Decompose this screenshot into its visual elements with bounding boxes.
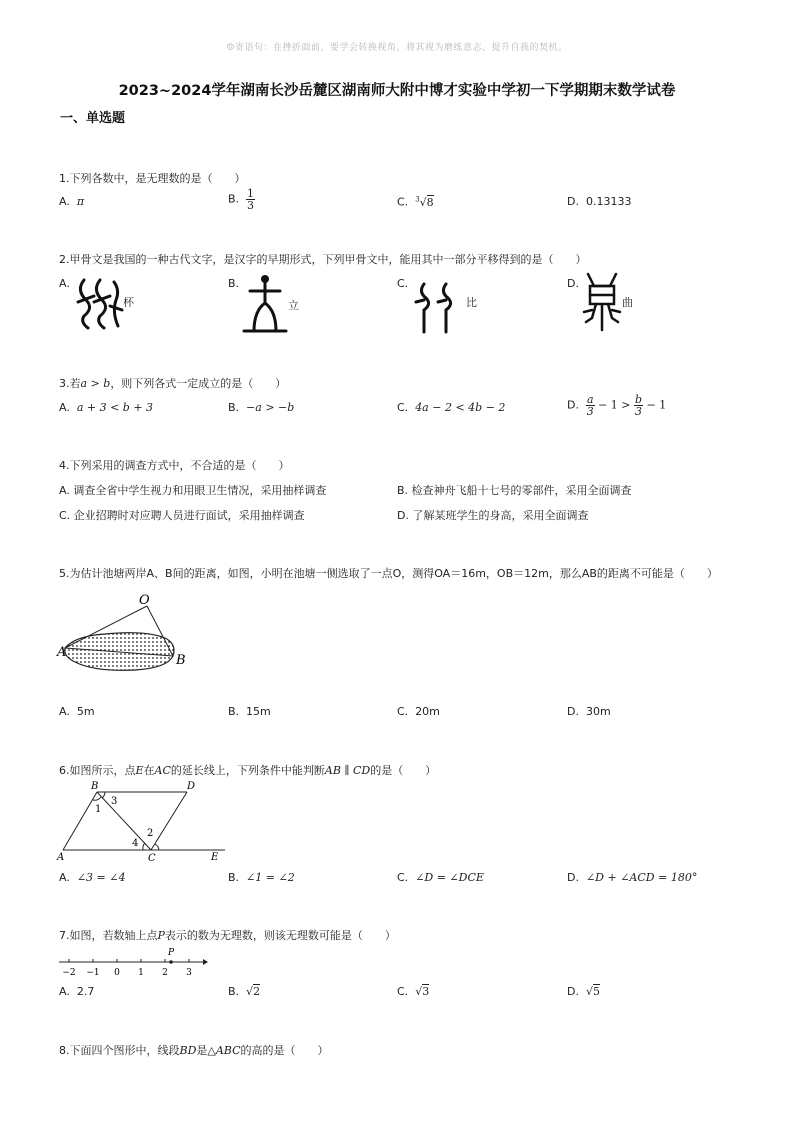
q1-option-d[interactable]: D. 0.13133: [567, 195, 632, 208]
tick-label: −1: [86, 968, 100, 978]
q5-option-d[interactable]: D. 30m: [567, 705, 611, 718]
tick-label: 0: [114, 968, 120, 978]
q6-option-b[interactable]: B. ∠1 = ∠2: [228, 871, 295, 884]
q2-option-a-label[interactable]: A.: [59, 277, 70, 290]
q6-option-a[interactable]: A. ∠3 = ∠4: [59, 871, 126, 884]
q3-option-d[interactable]: D. $\frac{a}{3}$ − 1 > $\frac{b}{3}$ − 1: [567, 393, 667, 418]
svg-text:C: C: [148, 853, 156, 864]
svg-text:1: 1: [95, 804, 102, 815]
svg-text:D: D: [187, 781, 196, 792]
q7-stem: 7.如图，若数轴上点P表示的数为无理数，则该无理数可能是（ ）: [59, 929, 396, 942]
q7-option-d[interactable]: D. √5: [567, 985, 600, 998]
q4-option-a[interactable]: A. 调查全省中学生视力和用眼卫生情况，采用抽样调查: [59, 484, 327, 497]
q1-option-c[interactable]: C. $^3$√8: [397, 195, 434, 209]
q5-option-a[interactable]: A. 5m: [59, 705, 95, 718]
label-b: B: [176, 653, 186, 668]
q1-option-b[interactable]: B. $\frac{1}{3}$: [228, 187, 255, 212]
q6-stem: 6.如图所示，点E在AC的延长线上，下列条件中能判断AB ∥ CD的是（ ）: [59, 764, 437, 777]
q2-char-b: 立: [288, 299, 299, 312]
q6-option-c[interactable]: C. ∠D = ∠DCE: [397, 871, 484, 884]
q3-stem: 3.若a > b，则下列各式一定成立的是（ ）: [59, 377, 287, 390]
q2-stem: 2.甲骨文是我国的一种古代文字，是汉字的早期形式，下列甲骨文中，能用其中一部分平移得到的是（ ）: [59, 253, 587, 266]
q1-option-a[interactable]: A. π: [59, 195, 85, 208]
svg-text:2: 2: [147, 828, 154, 839]
q2-option-d-label[interactable]: D.: [567, 277, 579, 290]
label-a: A: [57, 645, 67, 660]
q5-option-b[interactable]: B. 15m: [228, 705, 271, 718]
q3-option-b[interactable]: B. −a > −b: [228, 401, 295, 414]
svg-text:A: A: [57, 852, 65, 863]
fraction: $\frac{1}{3}$: [247, 187, 255, 212]
svg-text:3: 3: [111, 796, 118, 807]
oracle-bone-bi-image: [410, 282, 462, 334]
q4-stem: 4.下列采用的调查方式中，不合适的是（ ）: [59, 459, 290, 472]
q5-option-c[interactable]: C. 20m: [397, 705, 440, 718]
q2-option-c-label[interactable]: C.: [397, 277, 409, 290]
parallel-lines-figure: [55, 778, 230, 864]
svg-text:4: 4: [132, 838, 139, 849]
svg-text:P: P: [168, 948, 175, 958]
svg-text:B: B: [91, 781, 99, 792]
number-line: [55, 944, 215, 980]
q2-option-b-label[interactable]: B.: [228, 277, 240, 290]
tick-label: 1: [138, 968, 144, 978]
q8-stem: 8.下面四个图形中，线段BD是△ABC的高的是（ ）: [59, 1044, 329, 1057]
q2-char-d: 曲: [622, 296, 633, 309]
q7-option-c[interactable]: C. √3: [397, 985, 430, 998]
label-o: O: [139, 593, 150, 608]
svg-text:E: E: [211, 852, 219, 863]
watermark: ☺寄语句：在挫折面前，要学会转换视角，将其视为磨练意志、提升自我的契机。: [226, 43, 568, 53]
oracle-bone-qu-image: [580, 272, 624, 332]
q2-char-a: 杯: [123, 296, 134, 309]
q3-option-c[interactable]: C. 4a − 2 < 4b − 2: [397, 401, 506, 414]
section-heading: 一、单选题: [60, 111, 126, 126]
q7-option-b[interactable]: B. √2: [228, 985, 261, 998]
cube-root: $^3$√8: [415, 195, 434, 209]
q7-option-a[interactable]: A. 2.7: [59, 985, 95, 998]
q1-stem: 1.下列各数中，是无理数的是（ ）: [59, 172, 246, 185]
q4-option-b[interactable]: B. 检查神舟飞船十七号的零部件，采用全面调查: [397, 484, 632, 497]
tick-label: 2: [162, 968, 168, 978]
tick-label: −2: [62, 968, 76, 978]
q3-option-a[interactable]: A. a + 3 < b + 3: [59, 401, 154, 414]
pond-figure: [55, 588, 205, 680]
page-title: 2023~2024学年湖南长沙岳麓区湖南师大附中博才实验中学初一下学期期末数学试卷: [118, 83, 676, 99]
oracle-bone-li-image: [240, 273, 290, 335]
tick-label: 3: [186, 968, 192, 978]
point-p: [169, 960, 173, 964]
q6-option-d[interactable]: D. ∠D + ∠ACD = 180°: [567, 871, 698, 884]
q5-stem: 5.为估计池塘两岸A、B间的距离，如图，小明在池塘一侧选取了一点O，测得OA＝16m，OB＝12m，那么AB的距离不可能是（ ）: [59, 567, 718, 580]
q2-char-c: 比: [466, 296, 477, 309]
q4-option-d[interactable]: D. 了解某班学生的身高，采用全面调查: [397, 509, 589, 522]
q4-option-c[interactable]: C. 企业招聘时对应聘人员进行面试，采用抽样调查: [59, 509, 305, 522]
